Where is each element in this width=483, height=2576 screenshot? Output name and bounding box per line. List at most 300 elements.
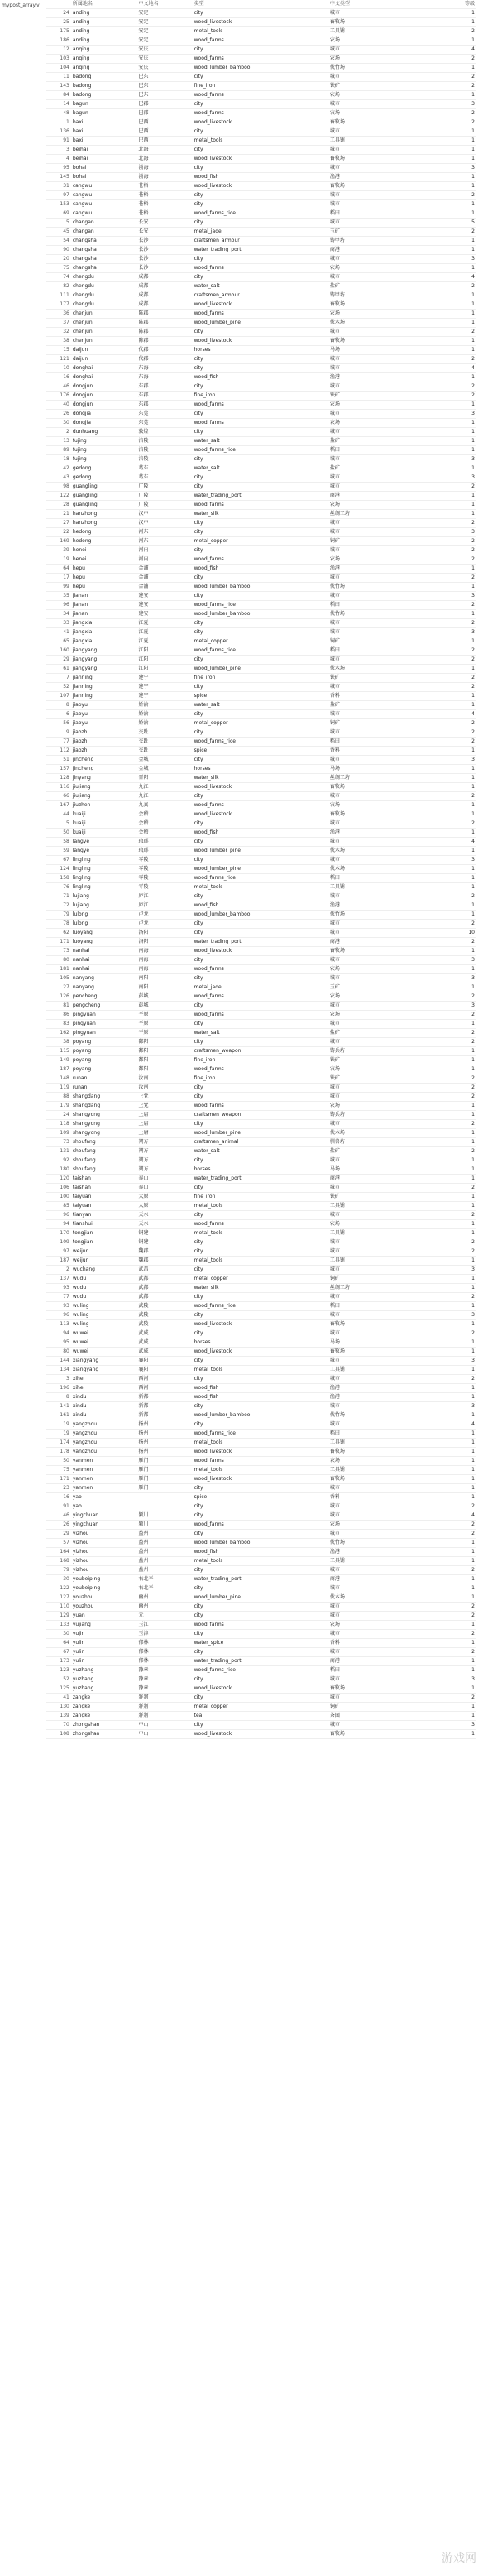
table-row [46, 1238, 476, 1247]
row-id: 187 [46, 1065, 71, 1074]
row-region: wudu [71, 1284, 137, 1293]
row-city: 益州 [136, 1548, 192, 1557]
row-type: wood_livestock [193, 1730, 328, 1739]
row-city: 彭城 [136, 992, 192, 1002]
row-city: 新都 [136, 1411, 192, 1420]
table-row [46, 410, 476, 419]
row-ctype: 马场 [328, 765, 380, 774]
row-ctype: 铁矿 [328, 82, 380, 91]
row-id: 83 [46, 1020, 71, 1029]
table-row [46, 446, 476, 455]
row-region: anqing [71, 46, 137, 55]
row-type: spice [193, 1493, 328, 1502]
row-ctype: 商港 [328, 938, 380, 947]
row-ctype: 农场 [328, 310, 380, 319]
table-row [46, 1366, 476, 1375]
row-id: 27 [46, 983, 71, 992]
row-id: 126 [46, 992, 71, 1002]
row-ctype: 城市 [328, 1502, 380, 1511]
row-region: pencheng [71, 992, 137, 1002]
row-id: 26 [46, 410, 71, 419]
table-row [46, 1175, 476, 1184]
row-region: jincheng [71, 765, 137, 774]
row-type: metal_tools [193, 1257, 328, 1266]
table-row [46, 992, 476, 1002]
row-type: city [193, 792, 328, 801]
table-row [46, 1211, 476, 1220]
row-id: 72 [46, 901, 71, 911]
row-ctype: 城市 [328, 974, 380, 983]
row-id: 41 [46, 1694, 71, 1703]
row-region: youzhou [71, 1593, 137, 1603]
row-grade: 1 [380, 1393, 476, 1402]
row-grade: 1 [380, 246, 476, 255]
row-city: 扬州 [136, 1439, 192, 1448]
row-region: jianning [71, 674, 137, 683]
table-row [46, 1493, 476, 1502]
row-ctype: 城市 [328, 1156, 380, 1165]
row-ctype: 铸兵坊 [328, 1111, 380, 1120]
row-region: yanmen [71, 1457, 137, 1466]
row-id: 23 [46, 1484, 71, 1493]
row-grade: 2 [380, 1238, 476, 1247]
row-id: 82 [46, 282, 71, 291]
row-city: 上庸 [136, 1129, 192, 1138]
row-city: 江夏 [136, 619, 192, 628]
row-grade: 1 [380, 765, 476, 774]
row-id: 99 [46, 583, 71, 592]
row-city: 牂牁 [136, 1712, 192, 1721]
row-type: city [193, 1502, 328, 1511]
row-id: 97 [46, 1247, 71, 1257]
row-region: changan [71, 219, 137, 228]
row-id: 145 [46, 173, 71, 182]
row-region: xindu [71, 1402, 137, 1411]
table-row [46, 565, 476, 574]
row-type: tea [193, 1712, 328, 1721]
header-region: 所属地名 [71, 0, 137, 9]
row-city: 泰山 [136, 1184, 192, 1193]
row-grade: 1 [380, 747, 476, 756]
table-row [46, 1348, 476, 1357]
row-ctype: 伐竹场 [328, 610, 380, 619]
row-region: pingyuan [71, 1020, 137, 1029]
row-id: 180 [46, 1165, 71, 1175]
row-id: 80 [46, 956, 71, 965]
row-grade: 3 [380, 856, 476, 865]
row-ctype: 铸甲坊 [328, 237, 380, 246]
row-grade: 1 [380, 1430, 476, 1439]
table-row [46, 865, 476, 874]
row-region: shangdang [71, 1093, 137, 1102]
row-region: changan [71, 228, 137, 237]
row-ctype: 城市 [328, 683, 380, 692]
row-grade: 1 [380, 1548, 476, 1557]
table-row [46, 1393, 476, 1402]
row-ctype: 城市 [328, 1530, 380, 1539]
row-city: 汝南 [136, 1074, 192, 1084]
row-ctype: 商港 [328, 1175, 380, 1184]
row-region: yizhou [71, 1566, 137, 1575]
row-city: 巴东 [136, 82, 192, 91]
row-type: city [193, 1420, 328, 1430]
row-grade: 2 [380, 1184, 476, 1193]
row-city: 武陵 [136, 1311, 192, 1320]
row-city: 金城 [136, 765, 192, 774]
row-type: city [193, 1156, 328, 1165]
row-region: guangling [71, 492, 137, 501]
table-row [46, 1284, 476, 1293]
row-city: 朔方 [136, 1165, 192, 1175]
row-city: 朔方 [136, 1147, 192, 1156]
row-id: 85 [46, 1202, 71, 1211]
row-grade: 2 [380, 1329, 476, 1338]
row-grade: 3 [380, 1311, 476, 1320]
row-type: craftsmen_armour [193, 291, 328, 300]
row-ctype: 城市 [328, 756, 380, 765]
row-region: jiaozhi [71, 728, 137, 738]
row-type: city [193, 974, 328, 983]
row-type: wood_fish [193, 1384, 328, 1393]
row-region: dongjia [71, 419, 137, 428]
row-city: 上党 [136, 1102, 192, 1111]
row-city: 泰山 [136, 1175, 192, 1184]
row-type: wood_livestock [193, 18, 328, 27]
table-row [46, 337, 476, 346]
table-row [46, 856, 476, 865]
row-ctype: 铸兵坊 [328, 1047, 380, 1056]
table-row [46, 719, 476, 728]
row-grade: 2 [380, 819, 476, 829]
row-type: water_salt [193, 701, 328, 710]
row-ctype: 城市 [328, 1329, 380, 1338]
row-type: city [193, 1266, 328, 1275]
row-ctype: 马场 [328, 1338, 380, 1348]
row-type: city [193, 1329, 328, 1338]
row-id: 162 [46, 1029, 71, 1038]
row-id: 44 [46, 810, 71, 819]
row-id: 57 [46, 1539, 71, 1548]
row-region: fujing [71, 446, 137, 455]
row-city: 东海 [136, 373, 192, 382]
row-grade: 1 [380, 610, 476, 619]
row-grade: 1 [380, 1703, 476, 1712]
row-type: wood_livestock [193, 337, 328, 346]
row-ctype: 城市 [328, 1630, 380, 1639]
row-grade: 1 [380, 1056, 476, 1065]
row-grade: 2 [380, 1074, 476, 1084]
row-city: 零陵 [136, 874, 192, 883]
row-id: 129 [46, 1612, 71, 1621]
row-region: luoyang [71, 929, 137, 938]
row-region: wuwei [71, 1338, 137, 1348]
row-city: 南阳 [136, 974, 192, 983]
table-row [46, 1065, 476, 1074]
row-type: city [193, 1002, 328, 1011]
row-city: 新都 [136, 1402, 192, 1411]
row-id: 169 [46, 537, 71, 546]
table-row [46, 901, 476, 911]
row-grade: 3 [380, 756, 476, 765]
row-id: 143 [46, 82, 71, 91]
row-type: metal_tools [193, 883, 328, 892]
row-region: shangyong [71, 1120, 137, 1129]
row-grade: 1 [380, 1284, 476, 1293]
row-type: water_spice [193, 1639, 328, 1648]
row-ctype: 伐木场 [328, 865, 380, 874]
row-type: metal_jade [193, 983, 328, 992]
row-type: wood_fish [193, 173, 328, 182]
row-id: 173 [46, 1657, 71, 1666]
row-ctype: 城市 [328, 619, 380, 628]
row-region: chengdu [71, 300, 137, 310]
row-type: city [193, 656, 328, 665]
row-id: 181 [46, 965, 71, 974]
table-row [46, 182, 476, 191]
row-type: wood_farms [193, 91, 328, 100]
row-id: 141 [46, 1402, 71, 1411]
row-id: 110 [46, 1603, 71, 1612]
table-row [46, 510, 476, 519]
row-grade: 10 [380, 929, 476, 938]
row-id: 109 [46, 1238, 71, 1247]
row-region: yujin [71, 1630, 137, 1639]
row-region: guangling [71, 483, 137, 492]
row-id: 2 [46, 1266, 71, 1275]
row-city: 晋阳 [136, 774, 192, 783]
row-type: wood_lumber_bamboo [193, 1411, 328, 1420]
row-region: dongjia [71, 410, 137, 419]
row-type: city [193, 1184, 328, 1193]
row-city: 玉津 [136, 1630, 192, 1639]
row-id: 88 [46, 1093, 71, 1102]
row-city: 太原 [136, 1202, 192, 1211]
row-region: yao [71, 1502, 137, 1511]
row-city: 合浦 [136, 565, 192, 574]
table-row [46, 1102, 476, 1111]
row-city [136, 1493, 192, 1502]
row-ctype: 城市 [328, 127, 380, 137]
row-ctype: 工具铺 [328, 1466, 380, 1475]
table-row [46, 938, 476, 947]
row-city: 雁门 [136, 1457, 192, 1466]
row-city: 代郡 [136, 355, 192, 364]
row-grade: 1 [380, 428, 476, 437]
header-row [46, 0, 476, 9]
row-grade: 1 [380, 983, 476, 992]
table-row [46, 73, 476, 82]
row-grade: 1 [380, 1621, 476, 1630]
row-city: 玉江 [136, 1621, 192, 1630]
table-row [46, 1730, 476, 1739]
row-type: wood_fish [193, 373, 328, 382]
row-grade: 1 [380, 419, 476, 428]
row-region: daijun [71, 355, 137, 364]
row-type: metal_tools [193, 27, 328, 36]
row-id: 67 [46, 856, 71, 865]
row-ctype: 香料 [328, 747, 380, 756]
row-city: 成都 [136, 300, 192, 310]
row-grade: 1 [380, 701, 476, 710]
row-grade: 1 [380, 1302, 476, 1311]
row-region: jiangxia [71, 628, 137, 637]
table-row [46, 1721, 476, 1730]
table-row [46, 1156, 476, 1165]
table-row [46, 1120, 476, 1129]
row-type: city [193, 364, 328, 373]
row-region: dunhuang [71, 428, 137, 437]
row-id: 167 [46, 801, 71, 810]
row-ctype: 畜牧场 [328, 18, 380, 27]
row-id: 105 [46, 974, 71, 983]
table-row [46, 1548, 476, 1557]
table-row [46, 1038, 476, 1047]
row-ctype: 城市 [328, 1184, 380, 1193]
row-type: craftsmen_animal [193, 1138, 328, 1147]
table-row [46, 929, 476, 938]
row-city: 广陵 [136, 483, 192, 492]
row-ctype: 渔港 [328, 373, 380, 382]
row-region: chenjun [71, 319, 137, 328]
row-grade: 1 [380, 783, 476, 792]
row-city: 涪陵 [136, 437, 192, 446]
row-city: 汝南 [136, 1084, 192, 1093]
table-row [46, 1247, 476, 1257]
row-grade: 2 [380, 1247, 476, 1257]
table-row [46, 1584, 476, 1593]
table-row [46, 419, 476, 428]
row-type: city [193, 1020, 328, 1029]
row-ctype: 渔港 [328, 565, 380, 574]
row-id: 31 [46, 182, 71, 191]
row-region: wuling [71, 1311, 137, 1320]
row-id: 112 [46, 747, 71, 756]
table-row [46, 1457, 476, 1466]
row-ctype: 伐木场 [328, 847, 380, 856]
row-grade: 1 [380, 1439, 476, 1448]
row-region: beihai [71, 146, 137, 155]
row-grade: 2 [380, 656, 476, 665]
row-grade: 2 [380, 1093, 476, 1102]
row-city: 武陵 [136, 1302, 192, 1311]
row-type: metal_copper [193, 1275, 328, 1284]
row-id: 32 [46, 328, 71, 337]
row-ctype: 城市 [328, 1038, 380, 1047]
row-grade: 1 [380, 1175, 476, 1184]
row-ctype: 城市 [328, 1311, 380, 1320]
table-row [46, 264, 476, 273]
row-region: wuwei [71, 1348, 137, 1357]
row-city: 巴郡 [136, 109, 192, 118]
table-row [46, 1566, 476, 1575]
row-ctype: 畜牧场 [328, 337, 380, 346]
row-type: wood_farms [193, 501, 328, 510]
row-grade: 2 [380, 228, 476, 237]
row-region: hanzhong [71, 519, 137, 528]
table-row [46, 1402, 476, 1411]
row-city: 安庆 [136, 55, 192, 64]
row-city: 巴东 [136, 91, 192, 100]
table-row [46, 1511, 476, 1521]
row-id: 133 [46, 1621, 71, 1630]
row-ctype: 农场 [328, 501, 380, 510]
row-grade: 1 [380, 1466, 476, 1475]
row-id: 178 [46, 1448, 71, 1457]
row-grade: 1 [380, 1320, 476, 1329]
row-city: 北海 [136, 155, 192, 164]
row-city: 东郡 [136, 401, 192, 410]
row-grade: 1 [380, 36, 476, 46]
row-ctype: 城市 [328, 164, 380, 173]
row-id: 70 [46, 1721, 71, 1730]
row-id: 73 [46, 947, 71, 956]
row-ctype: 城市 [328, 929, 380, 938]
row-type: city [193, 146, 328, 155]
row-region: nanhai [71, 956, 137, 965]
row-ctype: 城市 [328, 428, 380, 437]
row-city: 东海 [136, 364, 192, 373]
row-region: donghai [71, 373, 137, 382]
row-city: 天水 [136, 1211, 192, 1220]
row-grade: 2 [380, 1521, 476, 1530]
row-region: shangyong [71, 1129, 137, 1138]
row-id: 50 [46, 829, 71, 838]
row-type: city [193, 956, 328, 965]
header-type: 类型 [193, 0, 328, 9]
row-ctype: 工具铺 [328, 1202, 380, 1211]
header-id [46, 0, 71, 9]
row-type: wood_lumber_pine [193, 319, 328, 328]
row-id: 144 [46, 1357, 71, 1366]
table-row [46, 1675, 476, 1684]
row-ctype: 农场 [328, 555, 380, 565]
row-type: water_silk [193, 510, 328, 519]
row-id: 93 [46, 1302, 71, 1311]
row-grade: 1 [380, 965, 476, 974]
row-type: city [193, 1566, 328, 1575]
row-region: wuling [71, 1302, 137, 1311]
row-city: 上庸 [136, 1111, 192, 1120]
row-region: cangwu [71, 209, 137, 219]
row-city: 河东 [136, 528, 192, 537]
table-row [46, 637, 476, 646]
table-row [46, 1056, 476, 1065]
row-region: yingchuan [71, 1511, 137, 1521]
row-type: city [193, 1484, 328, 1493]
table-row [46, 583, 476, 592]
row-id: 22 [46, 528, 71, 537]
row-grade: 1 [380, 319, 476, 328]
row-type: city [193, 628, 328, 637]
row-ctype: 农场 [328, 1102, 380, 1111]
row-city: 魏郡 [136, 1247, 192, 1257]
table-row [46, 437, 476, 446]
row-id: 106 [46, 1184, 71, 1193]
row-grade: 1 [380, 810, 476, 819]
row-city: 东莞 [136, 410, 192, 419]
row-region: shoufang [71, 1156, 137, 1165]
row-type: spice [193, 692, 328, 701]
row-city: 益州 [136, 1530, 192, 1539]
row-type: city [193, 1238, 328, 1247]
row-ctype: 城市 [328, 255, 380, 264]
row-grade: 2 [380, 392, 476, 401]
row-grade: 1 [380, 883, 476, 892]
row-city: 南阳 [136, 983, 192, 992]
row-id: 38 [46, 337, 71, 346]
row-city: 建宁 [136, 692, 192, 701]
row-city: 零陵 [136, 883, 192, 892]
